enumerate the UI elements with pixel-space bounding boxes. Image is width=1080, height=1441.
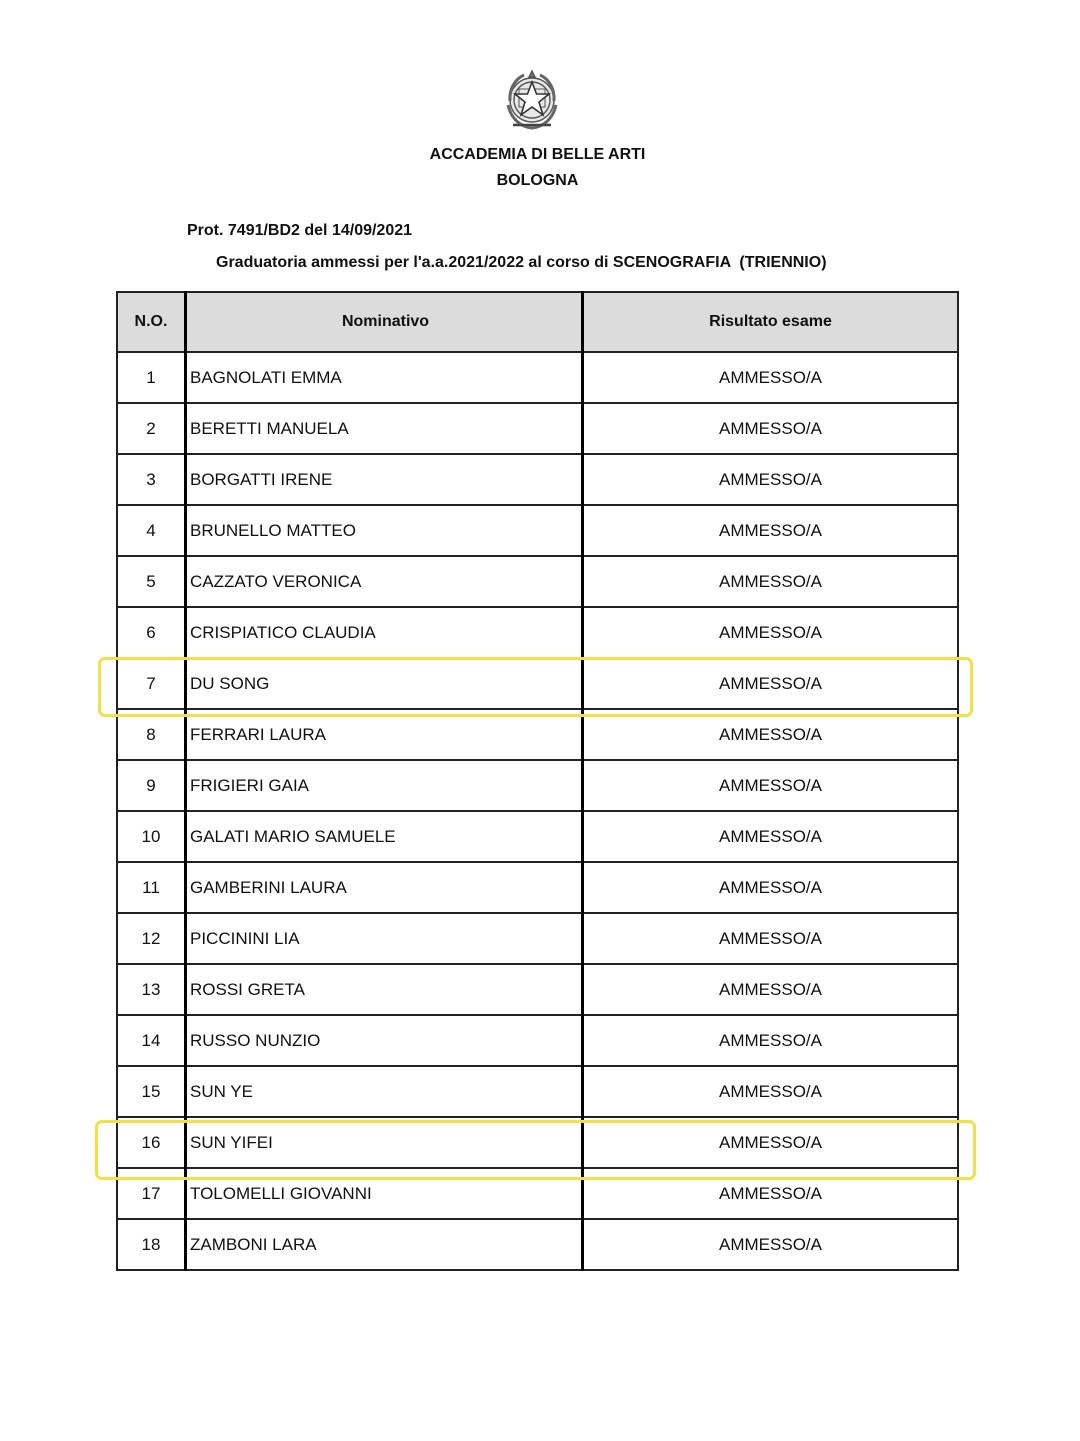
table-row-highlighted: [117, 1117, 958, 1168]
row-name: DU SONG: [186, 658, 583, 709]
row-number: 9: [117, 760, 186, 811]
row-result: AMMESSO/A: [583, 658, 959, 709]
row-number: 7: [117, 658, 186, 709]
row-number: 14: [117, 1015, 186, 1066]
row-name: GALATI MARIO SAMUELE: [186, 811, 583, 862]
row-result: AMMESSO/A: [583, 352, 959, 403]
column-header-result: Risultato esame: [583, 292, 959, 352]
table-row: [117, 1168, 958, 1219]
table-row: [117, 913, 958, 964]
row-result: AMMESSO/A: [583, 505, 959, 556]
row-name: CRISPIATICO CLAUDIA: [186, 607, 583, 658]
row-name: TOLOMELLI GIOVANNI: [186, 1168, 583, 1219]
row-name: GAMBERINI LAURA: [186, 862, 583, 913]
table-row-highlighted: [117, 658, 958, 709]
row-name: ROSSI GRETA: [186, 964, 583, 1015]
row-result: AMMESSO/A: [583, 964, 959, 1015]
column-header-number: N.O.: [117, 292, 186, 352]
row-result: AMMESSO/A: [583, 556, 959, 607]
row-name: BORGATTI IRENE: [186, 454, 583, 505]
protocol-number: Prot. 7491/BD2 del 14/09/2021: [187, 222, 413, 239]
row-name: BERETTI MANUELA: [186, 403, 583, 454]
row-result: AMMESSO/A: [583, 913, 959, 964]
row-number: 3: [117, 454, 186, 505]
row-result: AMMESSO/A: [583, 1219, 959, 1270]
row-name: FRIGIERI GAIA: [186, 760, 583, 811]
row-number: 1: [117, 352, 186, 403]
row-number: 15: [117, 1066, 186, 1117]
row-name: ZAMBONI LARA: [186, 1219, 583, 1270]
row-result: AMMESSO/A: [583, 1168, 959, 1219]
table-row: [117, 454, 958, 505]
row-number: 8: [117, 709, 186, 760]
row-number: 18: [117, 1219, 186, 1270]
row-number: 17: [117, 1168, 186, 1219]
institution-name: ACCADEMIA DI BELLE ARTI: [429, 146, 646, 163]
row-result: AMMESSO/A: [583, 760, 959, 811]
table-row: [117, 403, 958, 454]
table-row: [117, 352, 958, 403]
row-number: 11: [117, 862, 186, 913]
row-name: PICCININI LIA: [186, 913, 583, 964]
italian-republic-emblem-icon: [499, 67, 565, 133]
admissions-table: [116, 291, 959, 1271]
table-row: [117, 862, 958, 913]
row-result: AMMESSO/A: [583, 862, 959, 913]
row-result: AMMESSO/A: [583, 607, 959, 658]
row-result: AMMESSO/A: [583, 1015, 959, 1066]
document-subtitle: Graduatoria ammessi per l'a.a.2021/2022 al corso di SCENOGRAFIA (TRIENNIO): [216, 254, 827, 271]
row-name: SUN YE: [186, 1066, 583, 1117]
institution-city: BOLOGNA: [496, 172, 579, 189]
row-number: 16: [117, 1117, 186, 1168]
row-number: 12: [117, 913, 186, 964]
table-row: [117, 760, 958, 811]
row-name: SUN YIFEI: [186, 1117, 583, 1168]
row-number: 6: [117, 607, 186, 658]
table-row: [117, 1066, 958, 1117]
table-row: [117, 556, 958, 607]
row-number: 5: [117, 556, 186, 607]
table-row: [117, 964, 958, 1015]
table-header-row: [117, 292, 958, 352]
row-result: AMMESSO/A: [583, 454, 959, 505]
table-row: [117, 1015, 958, 1066]
row-name: FERRARI LAURA: [186, 709, 583, 760]
row-result: AMMESSO/A: [583, 709, 959, 760]
row-number: 13: [117, 964, 186, 1015]
table-row: [117, 607, 958, 658]
row-result: AMMESSO/A: [583, 811, 959, 862]
table-row: [117, 811, 958, 862]
row-number: 10: [117, 811, 186, 862]
row-result: AMMESSO/A: [583, 1117, 959, 1168]
table-row: [117, 1219, 958, 1270]
row-name: BAGNOLATI EMMA: [186, 352, 583, 403]
column-header-name: Nominativo: [186, 292, 583, 352]
table-row: [117, 709, 958, 760]
row-number: 2: [117, 403, 186, 454]
row-name: RUSSO NUNZIO: [186, 1015, 583, 1066]
row-number: 4: [117, 505, 186, 556]
row-name: CAZZATO VERONICA: [186, 556, 583, 607]
row-result: AMMESSO/A: [583, 403, 959, 454]
table-row: [117, 505, 958, 556]
row-result: AMMESSO/A: [583, 1066, 959, 1117]
row-name: BRUNELLO MATTEO: [186, 505, 583, 556]
